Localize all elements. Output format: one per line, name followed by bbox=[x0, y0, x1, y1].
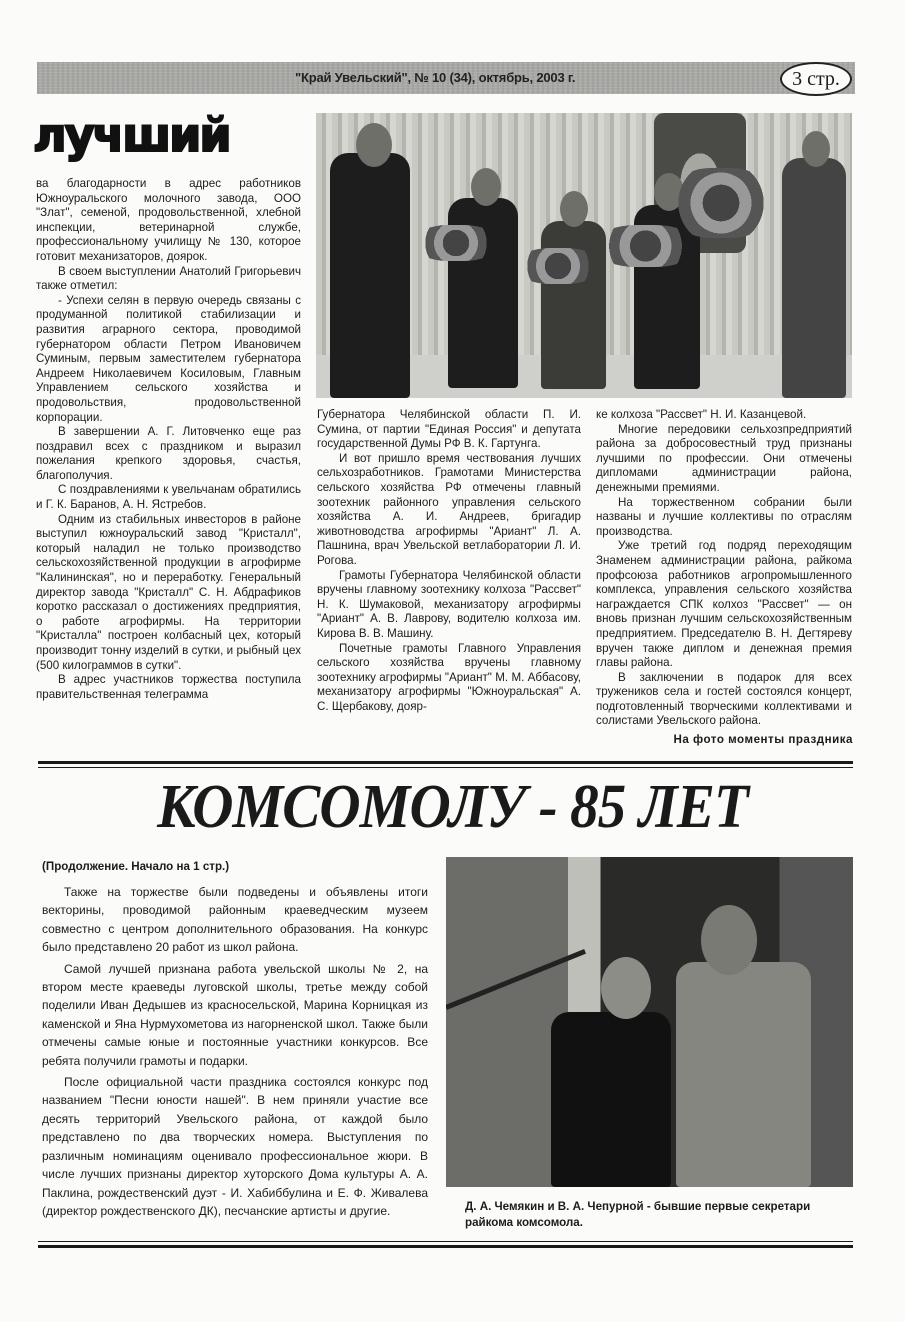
accordion-singers-photo bbox=[446, 857, 853, 1187]
article1-column-2 bbox=[317, 408, 581, 714]
article1-headline: лучший bbox=[33, 108, 230, 162]
paragraph: И вот пришло время чествования лучших сельхозработников. Грамотами Министерства сельского хозяйства РФ отмечены главный зоотехник районного управления сельского хозяйства А. И. Андреев, бригадир животноводства агрофирмы "Ариант" Л. А. Пашнина, врач Увельской ветлаборатории Л. И. Рогова. bbox=[317, 451, 581, 567]
article2-body bbox=[42, 883, 428, 1223]
paragraph: В своем выступлении Анатолий Григорьевич также отметил: bbox=[36, 264, 301, 293]
section-divider bbox=[38, 767, 853, 768]
ceremony-photo bbox=[316, 113, 852, 398]
article1-photo-caption: На фото моменты праздника bbox=[673, 733, 853, 746]
paragraph: После официальной части праздника состоялся конкурс под названием "Песни юности нашей". В нем приняли участие все десять территорий Увельского района, от каждой было представлено по два творческих номера. Выступления по различным номинациям оценивало профессиональное жюри. В числе лучших признаны директор хуторского Дома культуры А. А. Паклина, рождественский дуэт - И. Хабиббулина и Е. Ф. Живалева (директор рождественского ДК), песчанские артисты и другие. bbox=[42, 1075, 428, 1218]
masthead-text: "Край Увельский", № 10 (34), октябрь, 2003 г. bbox=[295, 70, 576, 85]
paragraph: Одним из стабильных инвесторов в районе выступил южноуральский завод "Кристалл", который наладил не только производство сельскохозяйственной продукции в агрофирме "Калининская", но и переработку. Генеральный директор завода "Кристалл" С. Н. Абдрафиков коротко рассказал о достижениях предприятия, о работе агрофирмы. На территории "Кристалла" построен колбасный цех, который производит тонну изделий в сутки, и рыбный цех (500 килограммов в сутки". bbox=[36, 512, 301, 672]
paragraph: В завершении А. Г. Литовченко еще раз поздравил всех с праздником и выразил пожелания крепкого здоровья, счастья, благополучия. bbox=[36, 425, 301, 482]
article2-photo-caption: Д. А. Чемякин и В. А. Чепурной - бывшие первые секретари райкома комсомола. bbox=[465, 1200, 811, 1229]
paragraph: ке колхоза "Рассвет" Н. И. Казанцевой. bbox=[596, 408, 807, 421]
article1-column-3 bbox=[596, 408, 852, 729]
paragraph: Также на торжестве были подведены и объявлены итоги векторины, проводимой районным краеведческим музеем совместно с центром дополнительного образования. На конкурс было представлено 20 работ из школ района. bbox=[42, 885, 428, 955]
paragraph: Грамоты Губернатора Челябинской области вручены главному зоотехнику колхоза "Рассвет" Н. К. Шумаковой, механизатору агрофирмы "Ариант" А. В. Лаврову, водителю колхоза им. Кирова В. В. Машину. bbox=[317, 568, 581, 640]
paragraph: С поздравлениями к увельчанам обратились и Г. К. Баранов, А. Н. Ястребов. bbox=[36, 483, 301, 512]
continued-note: (Продолжение. Начало на 1 стр.) bbox=[42, 860, 230, 873]
paragraph: Уже третий год подряд переходящим Знаменем администрации района, райкома профсоюза работников агропромышленного комплекса, управления сельского хозяйства награждается СПК колхоз "Рассвет" — он вновь признан лучшим сельскохозяйственным предприятием. Председателю В. Н. Дегтяреву вручен также диплом и денежная премия главы района. bbox=[596, 539, 852, 670]
section-divider bbox=[38, 761, 853, 764]
paragraph: ва благодарности в адрес работников Южноуральского молочного завода, ООО "Злат", семеной, продовольственной, хлебной инспекции, ветеринарной службе, профессиональному училищу № 130, которое готовит механизаторов, доярок. bbox=[36, 177, 301, 263]
paragraph: - Успехи селян в первую очередь связаны с продуманной политикой стабилизации и развития аграрного сектора, проводимой губернатором области Петром Ивановичем Суминым, первым заместителем губернатора Андреем Николаевичем Косиловым, Главным Управлением сельского хозяйства и продовольствия, продовольственной корпорации. bbox=[36, 293, 301, 424]
page-number-badge: 3 стр. bbox=[780, 62, 852, 96]
paragraph: Многие передовики сельхозпредприятий района за добросовестный труд признаны лучшими по профессии. Они отмечены дипломами администрации района, денежными премиями. bbox=[596, 422, 852, 494]
paragraph: В адрес участников торжества поступила правительственная телеграмма bbox=[36, 673, 301, 701]
paragraph: Самой лучшей признана работа увельской школы № 2, на втором месте краеведы луговской школы, третье между собой поделили Иван Дедышев из красносельской, Марина Корницкая из каменской и Яна Нурмухометова из нагорненской школ. Также были отмечены самые юные и постоянные участники конкурсов. Все ребята получили грамоты и подарки. bbox=[42, 961, 428, 1068]
section-divider bbox=[38, 1245, 853, 1248]
article1-column-1 bbox=[36, 177, 301, 702]
section-divider bbox=[38, 1241, 853, 1242]
article2-headline: КОМСОМОЛУ - 85 ЛЕТ bbox=[157, 773, 748, 841]
microphone-stand-icon bbox=[446, 949, 586, 1010]
paragraph: В заключении в подарок для всех тружеников села и гостей состоялся концерт, подготовленный творческими коллективами и солистами Увельского района. bbox=[596, 670, 852, 728]
paragraph: На торжественном собрании были названы и лучшие коллективы по отраслям производства. bbox=[596, 495, 852, 538]
paragraph: Почетные грамоты Главного Управления сельского хозяйства вручены главному зоотехнику агрофирмы "Ариант" М. М. Аббасову, механизатору агрофирмы "Южноуральская" А. С. Щербакову, дояр- bbox=[317, 641, 581, 713]
paragraph: Губернатора Челябинской области П. И. Сумина, от партии "Единая Россия" и депутата государственной Думы РФ В. К. Гартунга. bbox=[317, 408, 581, 451]
